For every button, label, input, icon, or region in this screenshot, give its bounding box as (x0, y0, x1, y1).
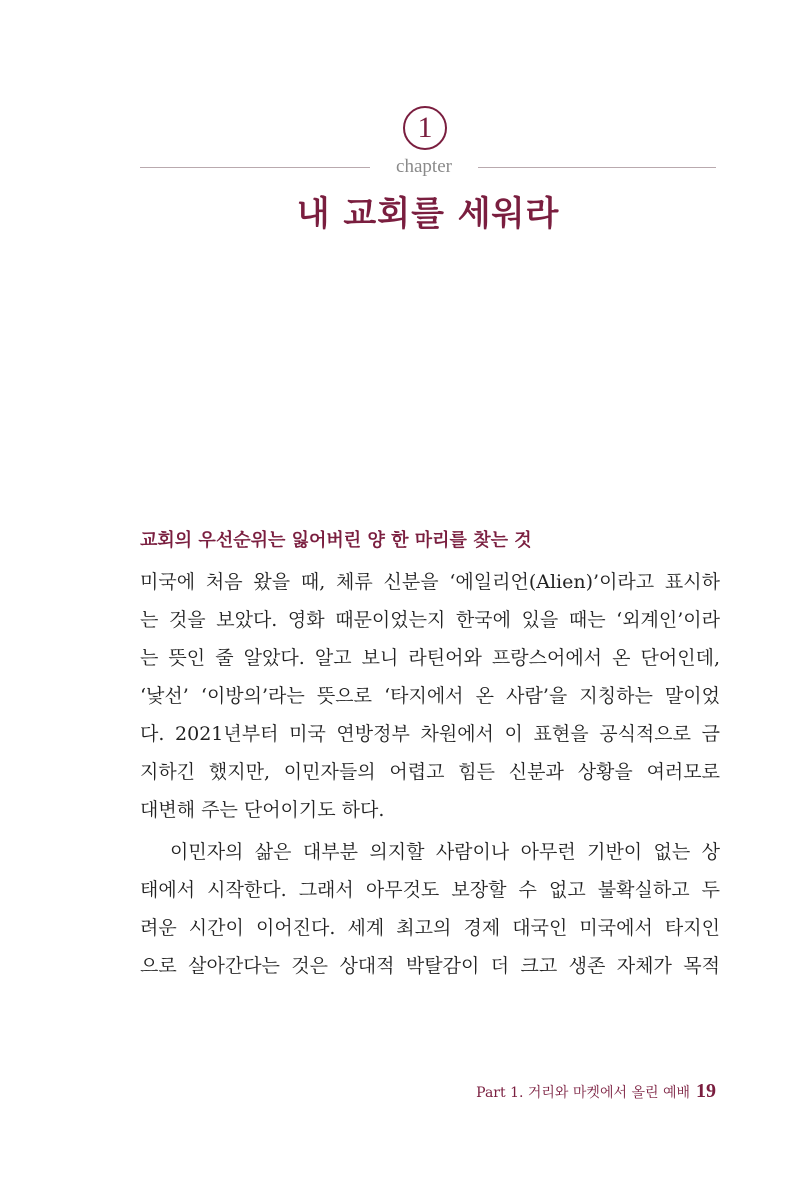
text-line: 으로 살아간다는 것은 상대적 박탈감이 더 크고 생존 자체가 목적 (140, 955, 720, 977)
chapter-title: 내 교회를 세워라 (296, 194, 560, 234)
page-footer (476, 1080, 716, 1104)
text-line: 미국에 처음 왔을 때, 체류 신분을 ‘에일리언(Alien)’이라고 표시하 (140, 571, 720, 593)
text-line: 지하긴 했지만, 이민자들의 어렵고 힘든 신분과 상황을 여러모로 (140, 761, 720, 783)
chapter-number-badge (403, 106, 447, 150)
running-head: Part 1. 거리와 마켓에서 올린 예배 (476, 1085, 690, 1101)
paragraph (140, 833, 720, 985)
text-line: ‘낯선’ ‘이방의’라는 뜻으로 ‘타지에서 온 사람’을 지칭하는 말이었 (140, 685, 720, 707)
text-line: 는 것을 보았다. 영화 때문이었는지 한국에 있을 때는 ‘외계인’이라 (140, 609, 720, 631)
chapter-number: 1 (417, 111, 433, 144)
text-line: 이민자의 삶은 대부분 의지할 사람이나 아무런 기반이 없는 상 (170, 841, 720, 863)
chapter-rule-left (140, 167, 370, 168)
text-line: 태에서 시작한다. 그래서 아무것도 보장할 수 없고 불확실하고 두 (140, 879, 720, 901)
chapter-rule-right (478, 167, 716, 168)
paragraph (140, 563, 720, 829)
text-line: 는 뜻인 줄 알았다. 알고 보니 라틴어와 프랑스어에서 온 단어인데, (140, 647, 720, 669)
text-line: 대변해 주는 단어이기도 하다. (140, 799, 385, 821)
text-line: 려운 시간이 이어진다. 세계 최고의 경제 대국인 미국에서 타지인 (140, 917, 720, 939)
body-text (140, 563, 720, 985)
text-line: 다. 2021년부터 미국 연방정부 차원에서 이 표현을 공식적으로 금 (140, 723, 720, 745)
chapter-label: chapter (396, 156, 452, 177)
section-heading: 교회의 우선순위는 잃어버린 양 한 마리를 찾는 것 (140, 530, 532, 551)
page-number: 19 (696, 1080, 716, 1102)
